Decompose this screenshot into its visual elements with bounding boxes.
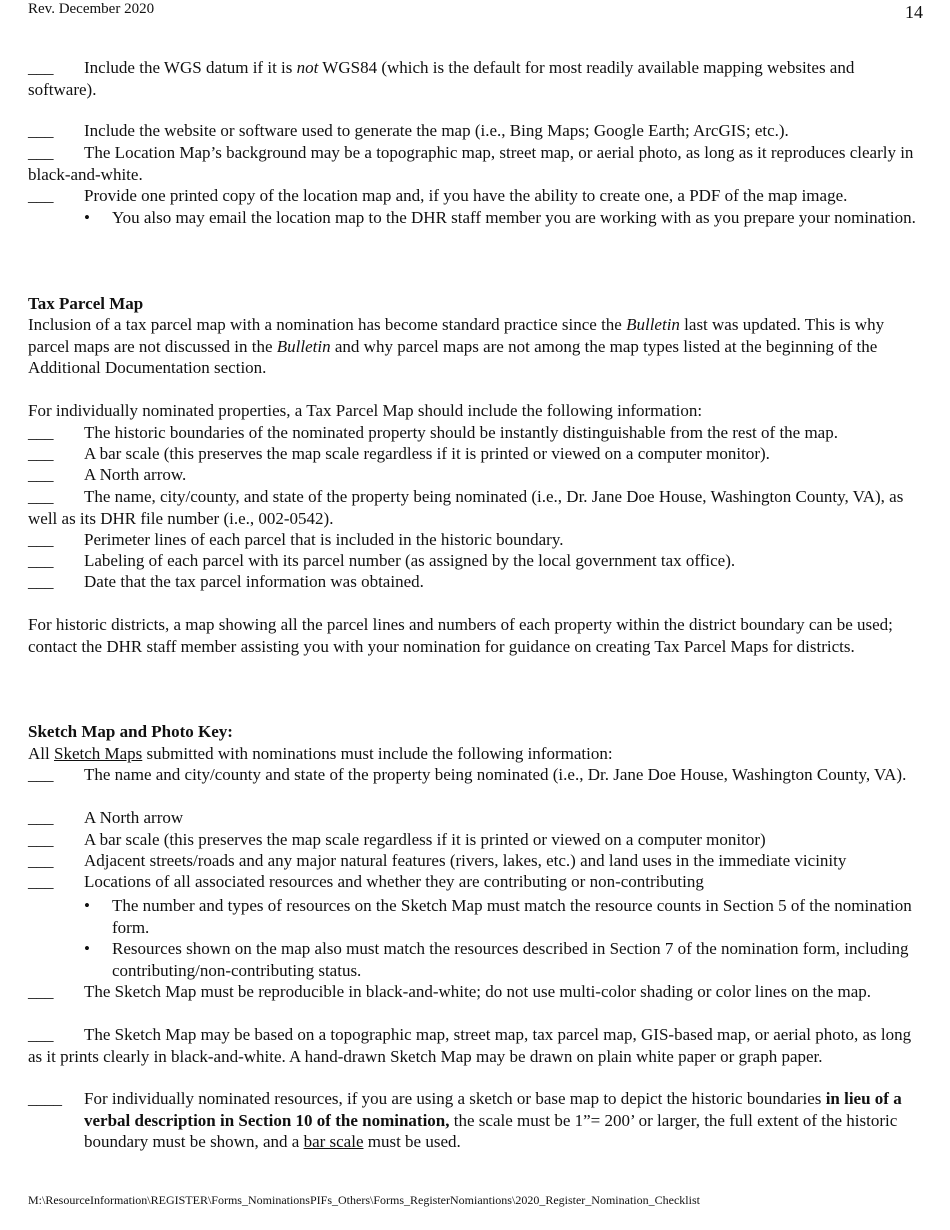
- sketch-map-item: ___ A bar scale (this preserves the map scale regardless if it is printed or viewed on a computer monitor): [28, 830, 766, 849]
- check-blank: ___: [28, 530, 54, 549]
- bullet-email-map: • You also may email the location map to the DHR staff member you are working with as you prepare your nomination.: [84, 208, 916, 227]
- check-blank: ___: [28, 808, 54, 827]
- section-heading-sketch-map: Sketch Map and Photo Key:: [28, 722, 233, 741]
- page-number: 14: [905, 2, 923, 22]
- check-blank: ___: [28, 487, 54, 506]
- check-blank: ___: [28, 121, 54, 140]
- check-blank: ___: [28, 551, 54, 570]
- checklist-item-wgs-datum: ___ Include the WGS datum if it is not WGS84 (which is the default for most readily available mapping websites and software).: [28, 58, 855, 99]
- sketch-map-item-boundary-scale: ____ For individually nominated resources, if you are using a sketch or base map to depict the historic boundaries in lieu of a verbal description in Section 10 of the nomination, the scale must be 1”= 200’ or larger, the full extent of the historic boundary must be shown, and a bar scale must be used.: [28, 1089, 902, 1151]
- check-blank: ___: [28, 572, 54, 591]
- bar-scale-link: bar scale: [303, 1132, 364, 1151]
- check-blank: ___: [28, 1025, 54, 1044]
- tax-parcel-item: ___ A bar scale (this preserves the map scale regardless if it is printed or viewed on a computer monitor).: [28, 444, 770, 463]
- check-blank: ___: [28, 982, 54, 1001]
- tax-parcel-item: ___ A North arrow.: [28, 465, 187, 484]
- sketch-map-lead: All Sketch Maps submitted with nominations must include the following information:: [28, 744, 613, 763]
- check-blank: ___: [28, 58, 54, 77]
- tax-parcel-item: ___ Date that the tax parcel information was obtained.: [28, 572, 424, 591]
- sketch-map-bullet: • Resources shown on the map also must match the resources described in Section 7 of the nomination form, including contributing/non-contributing status.: [84, 939, 909, 980]
- sketch-map-item-base-map: ___ The Sketch Map may be based on a topographic map, street map, tax parcel map, GIS-based map, or aerial photo, as long as it prints clearly in black-and-white. A hand-drawn Sketch Map may be drawn on plain white paper or graph paper.: [28, 1025, 912, 1066]
- tax-parcel-item: ___ The historic boundaries of the nominated property should be instantly distinguishable from the rest of the map.: [28, 423, 838, 442]
- checklist-item-website: ___ Include the website or software used to generate the map (i.e., Bing Maps; Google Earth; ArcGIS; etc.).: [28, 121, 789, 140]
- check-blank: ___: [28, 765, 54, 784]
- check-blank: ___: [28, 143, 54, 162]
- check-blank: ___: [28, 851, 54, 870]
- check-blank: ___: [28, 465, 54, 484]
- check-blank: ___: [28, 444, 54, 463]
- bullet-icon: •: [84, 939, 90, 958]
- sketch-map-item: ___ The name and city/county and state of the property being nominated (i.e., Dr. Jane Doe House, Washington County, VA).: [28, 765, 907, 784]
- sketch-map-item: ___ Adjacent streets/roads and any major natural features (rivers, lakes, etc.) and land uses in the immediate vicinity: [28, 851, 847, 870]
- check-blank: ____: [28, 1089, 62, 1108]
- check-blank: ___: [28, 872, 54, 891]
- bullet-icon: •: [84, 896, 90, 915]
- bullet-icon: •: [84, 208, 90, 227]
- check-blank: ___: [28, 423, 54, 442]
- checklist-item-background: ___ The Location Map’s background may be a topographic map, street map, or aerial photo, as long as it reproduces clearly in black-and-white.: [28, 143, 914, 184]
- tax-parcel-intro: Inclusion of a tax parcel map with a nomination has become standard practice since the Bulletin last was updated. This is why parcel maps are not discussed in the Bulletin and why parcel maps are not among the map types listed at the beginning of the Additional Documentation section.: [28, 315, 885, 377]
- section-heading-tax-parcel: Tax Parcel Map: [28, 294, 144, 313]
- sketch-map-item: ___ Locations of all associated resources and whether they are contributing or non-contributing: [28, 872, 704, 891]
- tax-parcel-lead: For individually nominated properties, a Tax Parcel Map should include the following information:: [28, 401, 703, 420]
- tax-parcel-item: ___ Perimeter lines of each parcel that is included in the historic boundary.: [28, 530, 564, 549]
- tax-parcel-item: ___ Labeling of each parcel with its parcel number (as assigned by the local government tax office).: [28, 551, 736, 570]
- checklist-item-printed-copy: ___ Provide one printed copy of the location map and, if you have the ability to create one, a PDF of the map image.: [28, 186, 848, 205]
- sketch-maps-link: Sketch Maps: [53, 744, 143, 763]
- file-path-footer: M:\ResourceInformation\REGISTER\Forms_NominationsPIFs_Others\Forms_RegisterNomiantions\2020_Register_Nomination_Checklist: [28, 1193, 700, 1207]
- sketch-map-item-black-white: ___ The Sketch Map must be reproducible in black-and-white; do not use multi-color shading or color lines on the map.: [28, 982, 872, 1001]
- check-blank: ___: [28, 186, 54, 205]
- tax-parcel-item: ___ The name, city/county, and state of the property being nominated (i.e., Dr. Jane Doe House, Washington County, VA), as well as its DHR file number (i.e., 002-0542).: [28, 487, 904, 528]
- sketch-map-bullet: • The number and types of resources on the Sketch Map must match the resource counts in Section 5 of the nomination form.: [84, 896, 912, 937]
- sketch-map-item: ___ A North arrow: [28, 808, 184, 827]
- check-blank: ___: [28, 830, 54, 849]
- tax-parcel-districts: For historic districts, a map showing all the parcel lines and numbers of each property within the district boundary can be used; contact the DHR staff member assisting you with your nomination for guidance on creating Tax Parcel Maps for districts.: [28, 615, 893, 656]
- revision-date: Rev. December 2020: [28, 1, 155, 17]
